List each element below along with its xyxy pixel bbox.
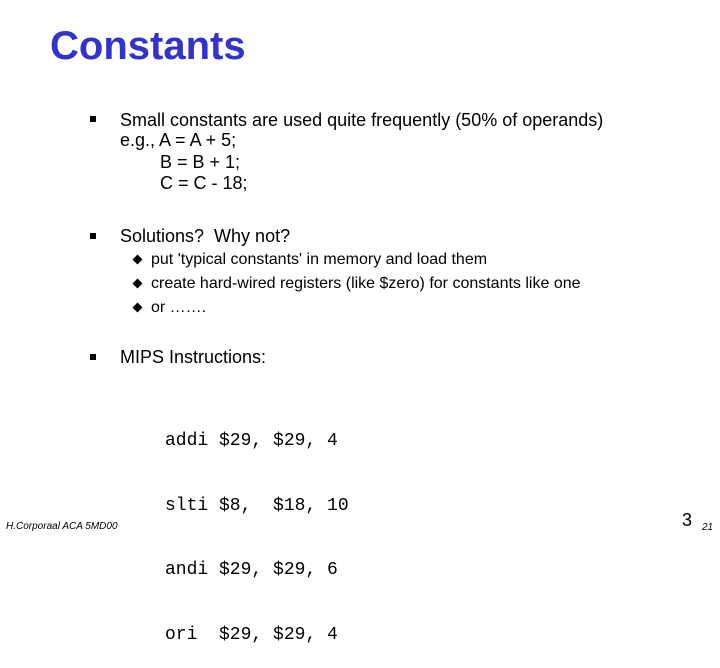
mips-code-block — [165, 388, 349, 668]
footer-author: H.Corporaal ACA 5MD00 — [6, 521, 118, 532]
bullet-1-line-1: Small constants are used quite frequently (50% of operands) — [120, 110, 604, 130]
code-line: andi $29, $29, 6 — [165, 560, 338, 580]
code-line: ori $29, $29, 4 — [165, 624, 338, 645]
bullet-square-icon — [90, 116, 96, 122]
slide-title: Constants — [50, 24, 246, 68]
bullet-1-line-3: B = B + 1; — [120, 152, 241, 172]
footer-slide-number: 21 — [702, 522, 714, 533]
bullet-3-line-1: MIPS Instructions: — [120, 347, 267, 367]
bullet-square-icon — [90, 354, 96, 360]
sub-bullet-1: put 'typical constants' in memory and load them — [151, 251, 488, 268]
sub-bullet-2: create hard-wired registers (like $zero) for constants like one — [151, 275, 581, 292]
sub-bullet-diamond-icon — [133, 279, 143, 289]
sub-bullet-diamond-icon — [133, 255, 143, 265]
bullet-square-icon — [90, 233, 96, 239]
bullet-1-line-2: e.g., A = A + 5; — [120, 130, 237, 150]
sub-bullet-3: or ……. — [151, 299, 207, 316]
sub-bullet-diamond-icon — [133, 303, 143, 313]
bullet-2-line-1: Solutions? Why not? — [120, 226, 291, 246]
bullet-1-line-4: C = C - 18; — [120, 173, 248, 193]
code-line: slti $8, $18, 10 — [165, 495, 349, 516]
footer-page-number: 3 — [682, 510, 693, 530]
code-line: addi $29, $29, 4 — [165, 431, 338, 451]
